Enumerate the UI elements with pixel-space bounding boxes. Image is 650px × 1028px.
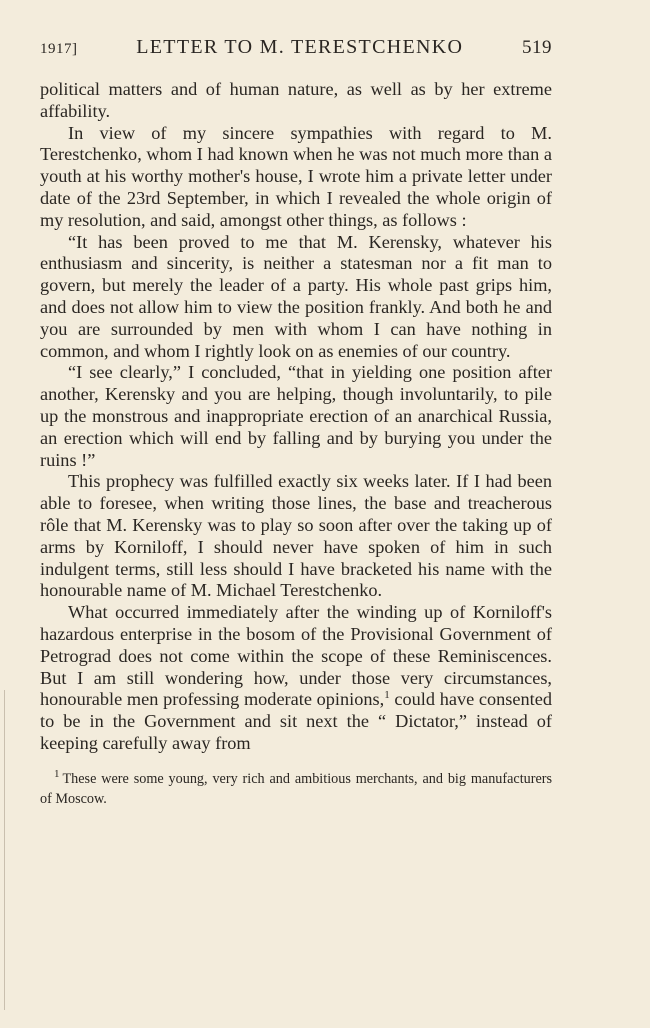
paragraph-4: “I see clearly,” I concluded, “that in yielding one position after another, Kerensky and you are helping, though involuntarily, to pile up the monstrous and inappropriate erection of an anarchical Russia, an erection which will end by falling and by burying you under the ruins !”	[40, 362, 552, 470]
paragraph-6-tail: could have consented to be in the Government and sit next the “ Dictator,” instead of keeping carefully away from	[40, 689, 552, 753]
book-page	[40, 36, 552, 809]
body-text	[40, 79, 552, 755]
running-head	[40, 36, 552, 59]
page-number: 519	[521, 37, 552, 58]
paragraph-5: This prophecy was fulfilled exactly six weeks later. If I had been able to foresee, when writing those lines, the base and treacherous rôle that M. Kerensky was to play so soon after over the taking up of arms by Korniloff, I should never have spoken of him in such indulgent terms, still less should I have bracketed his name with the honourable name of M. Michael Terestchenko.	[40, 471, 552, 601]
footnote-text: These were some young, very rich and ambitious merchants, and big manufacturers of Moscow.	[40, 770, 552, 807]
paragraph-2: In view of my sincere sympathies with regard to M. Terestchenko, whom I had known when he was not much more than a youth at his worthy mother's house, I wrote him a private letter under date of the 23rd September, in which I revealed the whole origin of my resolution, and said, amongst other things, as follows :	[40, 122, 552, 230]
footnote-reference[interactable]: 1	[384, 689, 390, 702]
header-year: 1917]	[40, 41, 78, 57]
page-edge-line	[4, 690, 5, 1010]
paragraph-6-text: What occurred immediately after the winding up of Korniloff's hazardous enterprise in the bosom of the Provisional Government of Petrograd does not come within the scope of these Reminiscences. But I am still wondering how, under those very circumstances, honourable men professing moderate opinions,	[40, 602, 552, 710]
paragraph-3: “It has been proved to me that M. Kerensky, whatever his enthusiasm and sincerity, is neither a statesman nor a fit man to govern, but merely the leader of a party. His whole past grips him, and does not allow him to view the position frankly. And both he and you are surrounded by men with whom I can have nothing in common, and whom I rightly look on as enemies of our country.	[40, 231, 552, 361]
footnote: 1 These were some young, very rich and ambitious merchants, and big manufacturers of Moscow.	[40, 767, 552, 807]
paragraph-1: political matters and of human nature, as well as by her extreme affability.	[40, 79, 552, 121]
paragraph-6	[40, 602, 552, 755]
header-title: LETTER TO M. TERESTCHENKO	[136, 36, 464, 58]
